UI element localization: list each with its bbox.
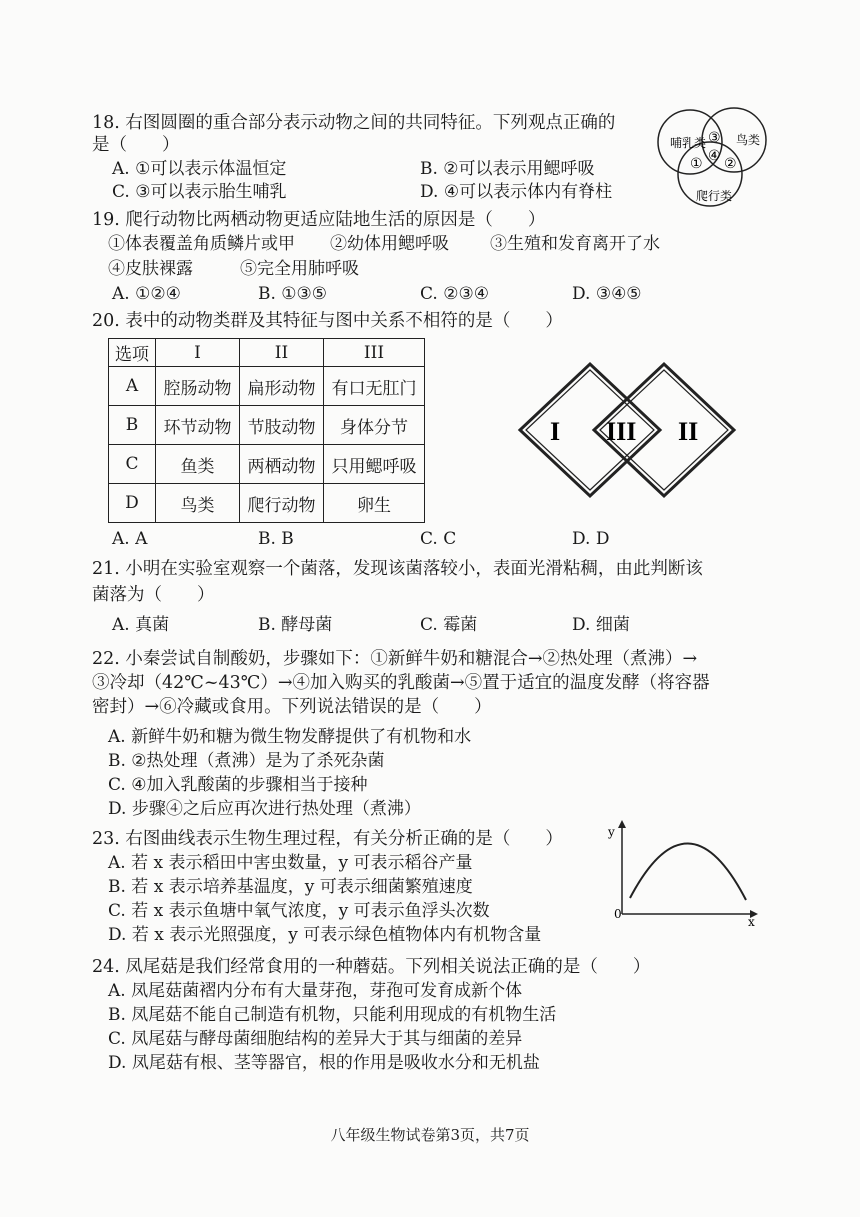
q22-stem-line2: ③冷却（42℃~43℃）→④加入购买的乳酸菌→⑤置于适宜的温度发酵（将容器 [92, 673, 710, 693]
q20-header-cell: 选项 [109, 339, 156, 367]
q24-option-c: C. 凤尾菇与酵母菌细胞结构的差异大于其与细菌的差异 [108, 1029, 523, 1049]
q20-cell: 只用鳃呼吸 [324, 445, 425, 484]
q19-option-d: D. ③④⑤ [572, 284, 642, 304]
q20-cell: 节肢动物 [240, 406, 324, 445]
venn-label-mammal: 哺乳类 [670, 136, 707, 150]
q22-option-a: A. 新鲜牛奶和糖为微生物发酵提供了有机物和水 [108, 727, 472, 747]
q18-option-d: D. ④可以表示体内有脊柱 [420, 182, 613, 202]
q20-cell: 两栖动物 [240, 445, 324, 484]
q20-cell: 爬行动物 [240, 484, 324, 523]
q22-option-b: B. ②热处理（煮沸）是为了杀死杂菌 [108, 751, 385, 771]
q22-stem-line3: 密封）→⑥冷藏或食用。下列说法错误的是（ ） [92, 697, 492, 717]
q20-cell: D [109, 484, 156, 523]
venn-num-1: ① [690, 156, 703, 172]
q20-cell: 扁形动物 [240, 367, 324, 406]
q20-option-c: C. C [420, 529, 457, 549]
q20-table-row [109, 406, 425, 445]
q22-stem-line1: 22. 小秦尝试自制酸奶，步骤如下：①新鲜牛奶和糖混合→②热处理（煮沸）→ [92, 649, 698, 669]
q19-option-b: B. ①③⑤ [258, 284, 328, 304]
q20-option-d: D. D [572, 529, 610, 549]
q20-cell: 有口无肛门 [324, 367, 425, 406]
q18-option-a: A. ①可以表示体温恒定 [112, 159, 287, 179]
venn-num-3: ③ [708, 130, 721, 146]
q20-table-row [109, 445, 425, 484]
q20-cell: 鱼类 [156, 445, 240, 484]
q18-option-b: B. ②可以表示用鳃呼吸 [420, 159, 595, 179]
page-footer: 八年级生物试卷第3页，共7页 [330, 1126, 530, 1144]
q19-option-c: C. ②③④ [420, 284, 489, 304]
q20-cell: 身体分节 [324, 406, 425, 445]
q19-statement-4: ④皮肤裸露 [108, 259, 193, 279]
q21-stem-line1: 21. 小明在实验室观察一个菌落，发现该菌落较小，表面光滑粘稠，由此判断该 [92, 559, 703, 579]
q20-cell: B [109, 406, 156, 445]
q19-statement-5: ⑤完全用肺呼吸 [240, 259, 359, 279]
graph-y-label: y [608, 825, 615, 839]
q20-cell: A [109, 367, 156, 406]
q23-curve-graph [600, 818, 760, 928]
q23-option-a: A. 若 x 表示稻田中害虫数量，y 可表示稻谷产量 [108, 853, 473, 873]
diagram-label-iii: III [606, 417, 637, 446]
q21-option-d: D. 细菌 [572, 615, 630, 635]
q24-option-a: A. 凤尾菇菌褶内分布有大量芽孢，芽孢可发育成新个体 [108, 981, 523, 1001]
q20-cell: 鸟类 [156, 484, 240, 523]
q22-option-d: D. 步骤④之后应再次进行热处理（煮沸） [108, 799, 421, 819]
q20-header-cell: III [324, 339, 425, 367]
q18-stem-line2: 是（ ） [92, 135, 180, 155]
q20-table-header [109, 339, 425, 367]
q24-stem: 24. 凤尾菇是我们经常食用的一种蘑菇。下列相关说法正确的是（ ） [92, 957, 651, 977]
venn-label-reptile: 爬行类 [696, 189, 733, 203]
q19-statement-2: ②幼体用鳃呼吸 [330, 234, 449, 254]
q22-option-c: C. ④加入乳酸菌的步骤相当于接种 [108, 775, 368, 795]
venn-label-bird: 鸟类 [736, 133, 761, 147]
graph-origin-label: 0 [614, 907, 622, 921]
q23-option-c: C. 若 x 表示鱼塘中氧气浓度，y 可表示鱼浮头次数 [108, 901, 490, 921]
venn-num-4: ④ [708, 148, 721, 164]
q23-option-d: D. 若 x 表示光照强度，y 可表示绿色植物体内有机物含量 [108, 925, 542, 945]
q20-cell: 腔肠动物 [156, 367, 240, 406]
q21-option-a: A. 真菌 [112, 615, 170, 635]
q19-option-a: A. ①②④ [112, 284, 181, 304]
q23-option-b: B. 若 x 表示培养基温度，y 可表示细菌繁殖速度 [108, 877, 473, 897]
diagram-label-i: I [550, 417, 561, 446]
q19-statement-1: ①体表覆盖角质鳞片或甲 [108, 234, 295, 254]
q20-table-row [109, 484, 425, 523]
q20-header-cell: I [156, 339, 240, 367]
venn-num-2: ② [724, 156, 737, 172]
q20-cell: 卵生 [324, 484, 425, 523]
q24-option-d: D. 凤尾菇有根、茎等器官，根的作用是吸收水分和无机盐 [108, 1053, 540, 1073]
q21-option-c: C. 霉菌 [420, 615, 478, 635]
q20-cell: C [109, 445, 156, 484]
q19-stem: 19. 爬行动物比两栖动物更适应陆地生活的原因是（ ） [92, 210, 546, 230]
q20-header-cell: II [240, 339, 324, 367]
q20-cell: 环节动物 [156, 406, 240, 445]
q20-diamond-diagram [512, 360, 742, 500]
q18-stem-line1: 18. 右图圆圈的重合部分表示动物之间的共同特征。下列观点正确的 [92, 113, 616, 133]
q20-stem: 20. 表中的动物类群及其特征与图中关系不相符的是（ ） [92, 311, 563, 331]
q20-table-row [109, 367, 425, 406]
q23-stem: 23. 右图曲线表示生物生理过程，有关分析正确的是（ ） [92, 829, 563, 849]
diagram-label-ii: II [678, 417, 699, 446]
q21-stem-line2: 菌落为（ ） [92, 585, 215, 605]
q20-option-b: B. B [258, 529, 294, 549]
q24-option-b: B. 凤尾菇不能自己制造有机物，只能利用现成的有机物生活 [108, 1005, 557, 1025]
q18-venn-diagram [652, 98, 772, 210]
graph-x-label: x [748, 915, 755, 928]
q20-table [108, 338, 425, 523]
q20-option-a: A. A [112, 529, 148, 549]
q21-option-b: B. 酵母菌 [258, 615, 333, 635]
q19-statement-3: ③生殖和发育离开了水 [490, 234, 660, 254]
q18-option-c: C. ③可以表示胎生哺乳 [112, 182, 287, 202]
